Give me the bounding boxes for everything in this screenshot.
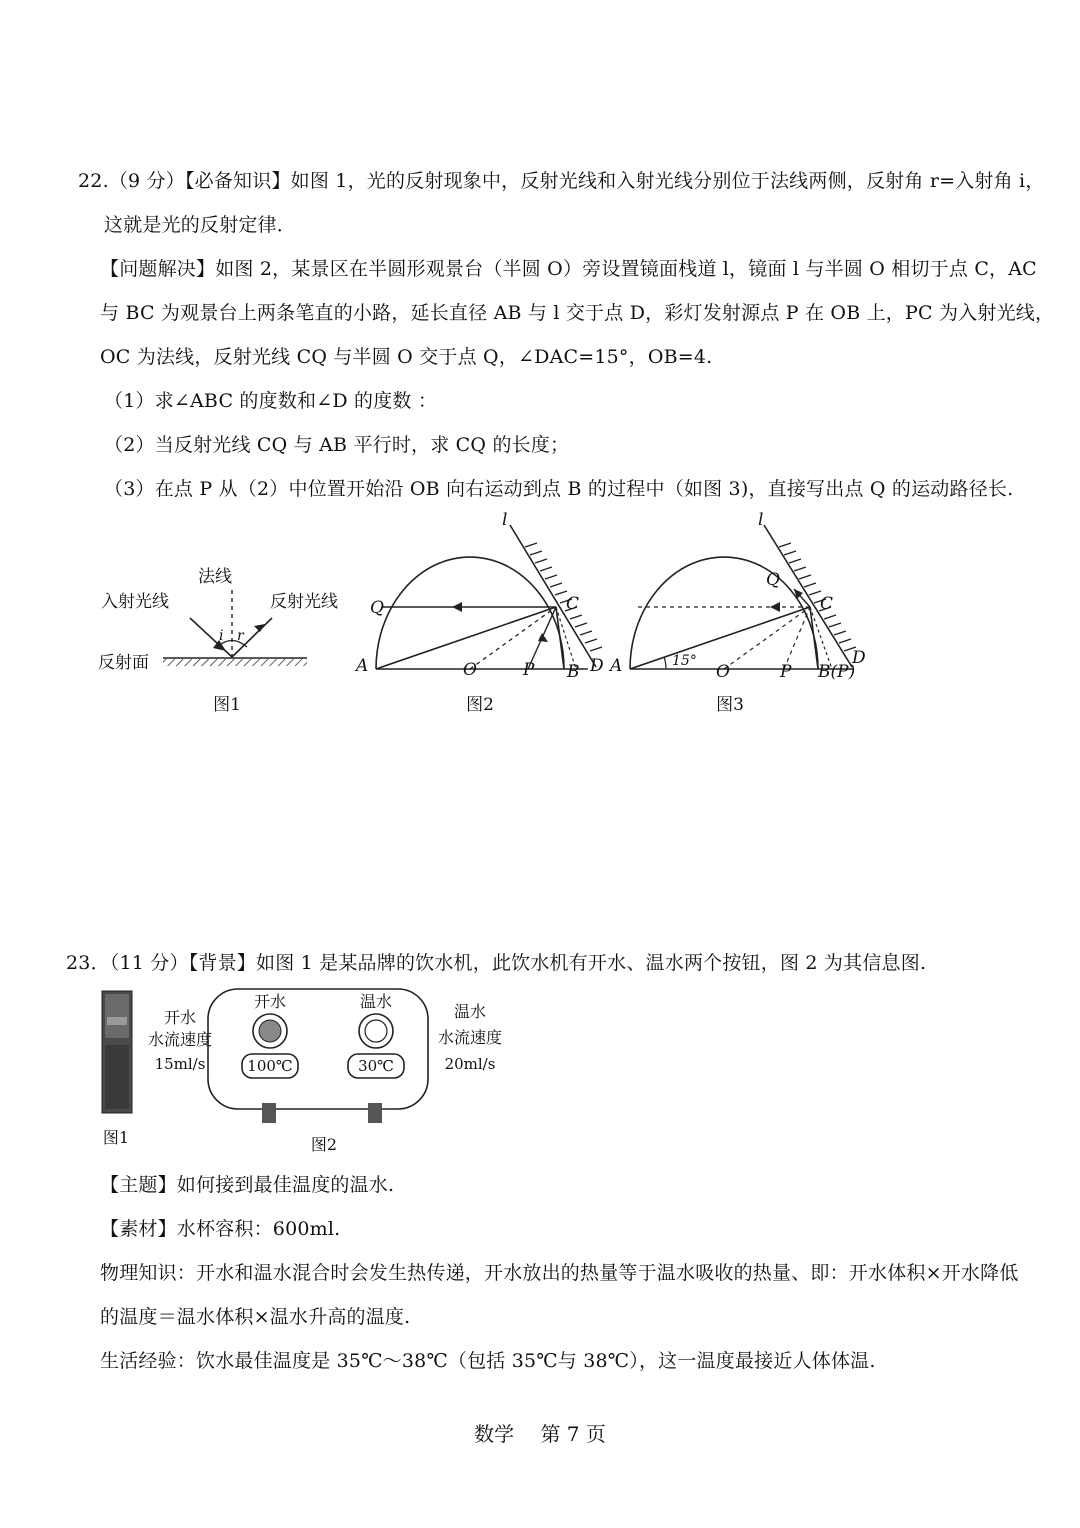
hot-button-core xyxy=(259,1020,281,1042)
label-q: Q xyxy=(370,598,384,618)
label-l: l xyxy=(758,510,764,530)
angle-i-label: i xyxy=(219,628,224,644)
warm-button-core xyxy=(365,1020,387,1042)
label-p: P xyxy=(780,662,792,682)
warm-tap xyxy=(368,1103,382,1123)
surface-label: 反射面 xyxy=(98,653,149,673)
angle-r-label: r xyxy=(237,628,244,644)
figure-2-caption: 图2 xyxy=(466,695,494,715)
figure-1-reflection xyxy=(95,560,338,724)
reflected-label: 反射光线 xyxy=(270,592,338,612)
label-c: C xyxy=(566,594,580,614)
label-o: O xyxy=(716,662,730,682)
warm-side-label: 温水 xyxy=(453,1002,487,1021)
hot-side-label: 开水 xyxy=(163,1008,197,1027)
warm-flow-label: 水流速度 xyxy=(437,1028,503,1047)
q22-line-3: 【问题解决】如图 2，某景区在半圆形观景台（半圆 O）旁设置镜面栈道 l，镜面 l 与半圆 O 相切于点 C，AC xyxy=(100,258,1037,280)
dispenser-panel xyxy=(105,994,129,1038)
line-ac xyxy=(630,607,810,669)
q22-part-2: （2）当反射光线 CQ 与 AB 平行时，求 CQ 的长度； xyxy=(104,434,570,456)
figure-1-caption: 图1 xyxy=(102,1128,130,1147)
q23-material: 【素材】水杯容积：600ml. xyxy=(100,1218,341,1240)
figure-2-caption: 图2 xyxy=(310,1135,338,1154)
dispenser-spout xyxy=(107,1017,127,1025)
info-panel xyxy=(208,989,428,1109)
dispenser-cabinet xyxy=(105,1045,129,1109)
parallel-arrow xyxy=(770,602,780,612)
label-c: C xyxy=(820,594,834,614)
q22-line-5: OC 为法线，反射光线 CQ 与半圆 O 交于点 Q，∠DAC=15°，OB=4. xyxy=(100,346,713,368)
incident-label: 入射光线 xyxy=(101,592,169,612)
hot-button-label: 开水 xyxy=(253,992,287,1011)
hot-tap xyxy=(262,1103,276,1123)
angle-arc xyxy=(664,657,666,669)
cq-arrow xyxy=(452,602,462,612)
warm-side-labels xyxy=(428,995,518,1089)
label-b: B xyxy=(567,662,580,682)
label-p: P xyxy=(523,660,535,680)
warm-button-label: 温水 xyxy=(359,992,393,1011)
q23-topic: 【主题】如何接到最佳温度的温水. xyxy=(100,1174,395,1196)
figure-3-semicircle xyxy=(608,505,880,724)
label-a: A xyxy=(356,656,369,676)
normal-label: 法线 xyxy=(198,567,232,587)
mirror-hatching xyxy=(525,543,602,651)
q22-part-3: （3）在点 P 从（2）中位置开始沿 OB 向右运动到点 B 的过程中（如图 3)，直接写出点 Q 的运动路径长. xyxy=(104,478,1014,500)
label-l: l xyxy=(502,510,508,530)
q22-line-2: 这就是光的反射定律． xyxy=(104,214,297,236)
page-footer: 数学 第 7 页 xyxy=(474,1422,606,1446)
figure-3-caption: 图3 xyxy=(716,695,744,715)
q23-physics-1: 物理知识：开水和温水混合时会发生热传递，开水放出的热量等于温水吸收的热量、即：开水体积×开水降低 xyxy=(100,1262,1019,1284)
incident-ray xyxy=(190,618,232,657)
mirror-l xyxy=(510,525,596,667)
warm-temp: 30℃ xyxy=(358,1057,394,1075)
reflected-arrow xyxy=(254,624,265,632)
mirror-hatching xyxy=(163,659,307,666)
figure-2-semicircle xyxy=(350,505,623,724)
q23-title: 23．（11 分）【背景】如图 1 是某品牌的饮水机，此饮水机有开水、温水两个按钮，图 2 为其信息图. xyxy=(66,952,927,974)
hot-flow-label: 水流速度 xyxy=(147,1030,213,1049)
label-d: D xyxy=(852,648,866,668)
q22-line-4: 与 BC 为观景台上两条笔直的小路，延长直径 AB 与 l 交于点 D，彩灯发射源点 P 在 OB 上，PC 为入射光线， xyxy=(100,302,1055,324)
semicircle-arc xyxy=(630,557,818,669)
label-d: D xyxy=(590,656,604,676)
line-bc xyxy=(810,607,818,669)
q23-experience: 生活经验：饮水最佳温度是 35℃～38℃（包括 35℃与 38℃），这一温度最接近人体体温. xyxy=(100,1350,876,1372)
q22-line-1: 22.（9 分）【必备知识】如图 1，光的反射现象中，反射光线和入射光线分别位于法线两侧，反射角 r=入射角 i， xyxy=(78,170,1045,192)
hot-temp: 100℃ xyxy=(247,1057,293,1075)
mirror-l xyxy=(764,525,852,667)
line-bc xyxy=(556,607,564,669)
q22-part-1: （1）求∠ABC 的度数和∠D 的度数 ： xyxy=(104,390,438,412)
warm-flow-rate: 20ml/s xyxy=(444,1055,496,1073)
label-q: Q xyxy=(766,570,780,590)
figure-1-caption: 图1 xyxy=(213,695,241,715)
mirror-hatching xyxy=(779,543,856,651)
label-a: A xyxy=(610,656,623,676)
label-b-p: B(P) xyxy=(818,662,856,682)
label-o: O xyxy=(463,660,477,680)
hot-flow-rate: 15ml/s xyxy=(154,1055,206,1073)
q23-physics-2: 的温度＝温水体积×温水升高的温度. xyxy=(100,1306,411,1328)
angle-15-label: 15° xyxy=(672,653,697,669)
